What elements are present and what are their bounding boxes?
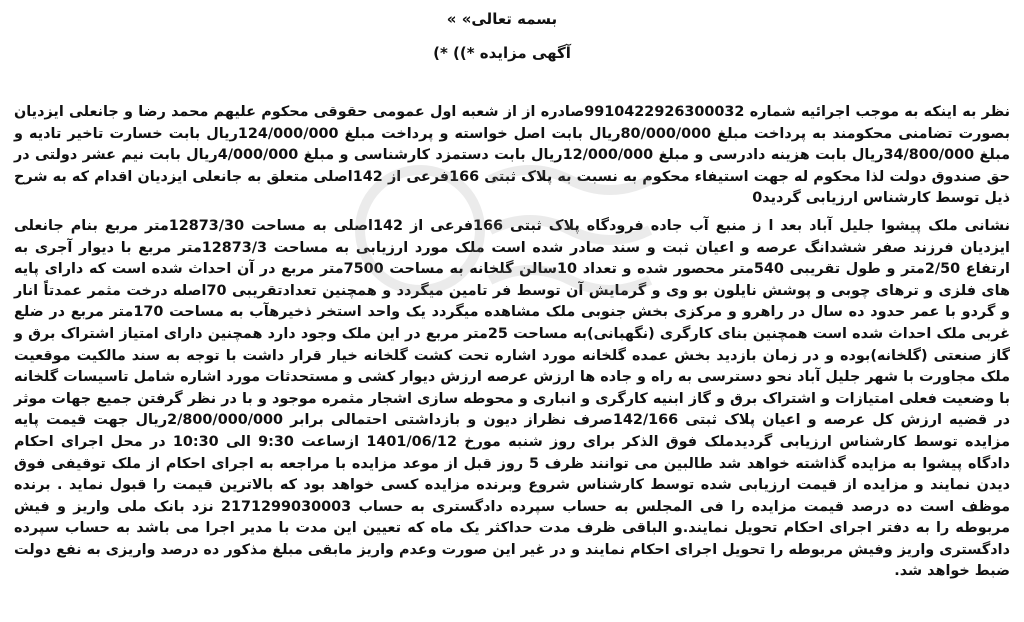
notice-body	[14, 102, 1010, 583]
notice-paragraph-property: نشانی ملک پیشوا جلیل آباد بعد ا ز منبع آب جاده فرودگاه پلاک ثبتی 166فرعی از 142اصلی به مساحت 12873/30متر مربع بنام جانعلی ایزدیان فرزند صفر ششدانگ عرصه و اعیان ثبت و سند صادر شده است ملک مورد ارزیابی به مساحت 12873/3متر مربع با دیوار آجری به ارتفاع 2/50متر و طول تقریبی 540متر محصور شده و تعداد 10سالن گلخانه به مساحت 7500متر مربع در آن احداث شده است که دارای پایه های فلزی و ترهای چوبی و پوشش نایلون بو وی و گرمایش آن توسط فر تامین میگردد و همچنین تعدادتقریبی 70اصله درخت مثمر عمدتاً انار و گردو با عمر حدود ده سال در راهرو و مرکزی بخش جنوبی ملک مشاهده میگردد یک واحد استخر ذخیرهآب به مساحت 170متر مربع در ضلع غربی ملک احداث شده است همچنین بنای کارگری (نگهبانی)به مساحت 25متر مربع در این ملک وجود دارد همچنین دارای امتیاز اشتراک برق و گاز صنعتی (گلخانه)بوده و در زمان بازدید بخش عمده گلخانه مورد اشاره تحت کشت گلخانه خیار قرار داشت با توجه به سند مالکیت موقعیت ملک مجاورت با شهر جلیل آباد نحو دسترسی به راه و جاده ها ارزش عرصه ارزش دیوار کشی و مستحدثات مورد اشاره شامل تاسیسات گلخانه با وضعیت فعلی امتیازات و اشتراک برق و گاز ابنیه کارگری و انباری و محوطه سازی اشجار مثمره موجود و با در نظر گرفتن جمیع جهات موثر در قضیه ارزش کل عرصه و اعیان پلاک ثبتی 142/166صرف نظراز دیون و بازداشتی احتمالی برابر 2/800/000/000ریال جهت قیمت پایه مزایده توسط کارشناس ارزیابی گردیدملک فوق الذکر برای روز شنبه مورخ 1401/06/12 ازساعت 9:30 الی 10:30 در محل اجرای احکام دادگاه پیشوا به مزایده گذاشته خواهد شد طالبین می توانند ظرف 5 روز قبل از موعد مزایده با مراجعه به اجرای احکام از ملک توقیفی فوق دیدن نمایند و مزایده از قیمت ارزیابی شده توسط کارشناس شروع وبرنده مزایده کسی خواهد بود که بالاترین قیمت را قبول نماید . برنده موظف است ده درصد قیمت مزایده را فی المجلس به حساب سپرده دادگستری به حساب 2171299030003 نزد بانک ملی واریز و فیش مربوطه را به دفتر اجرای احکام تحویل نمایند.و الباقی ظرف مدت حداکثر یک ماه که تعیین این مدت با مدیر اجرا می باشد به حساب سپرده دادگستری واریز وفیش مربوطه را تحویل اجرای احکام نمایند و در غیر این صورت وعدم واریز مابقی مبلغ مذکور ده درصد واریزی به نفع دولت ضبط خواهد شد.	[14, 217, 1011, 580]
notice-title: آگهی مزایده *)) *)	[433, 44, 571, 62]
notice-paragraph-enforcement: نظر به اینکه به موجب اجرائیه شماره 9910422926300032صادره از از شعبه اول عمومی حقوقی محکوم علیهم محمد رضا و جانعلی ایزدیان بصورت تضامنی محکومند به پرداخت مبلغ 80/000/000ریال بابت اصل خواسته و پرداخت مبلغ 124/000/000ریال بابت خسارت تاخیر تادیه و مبلغ 34/800/000ریال بابت هزینه دادرسی و مبلغ 12/000/000ریال بابت دستمزد کارشناسی و مبلغ 4/000/000ریال بابت نیم عشر دولتی در حق صندوق دولت لذا محکوم له جهت استیفاء محکوم به نسبت به پلاک ثبتی 166فرعی از 142اصلی متعلق به جانعلی ایزدیان اقدام که به شرح ذیل توسط کارشناس ارزیابی گردید0	[14, 104, 1010, 207]
basmala-heading: بسمه تعالی» »	[446, 10, 558, 28]
